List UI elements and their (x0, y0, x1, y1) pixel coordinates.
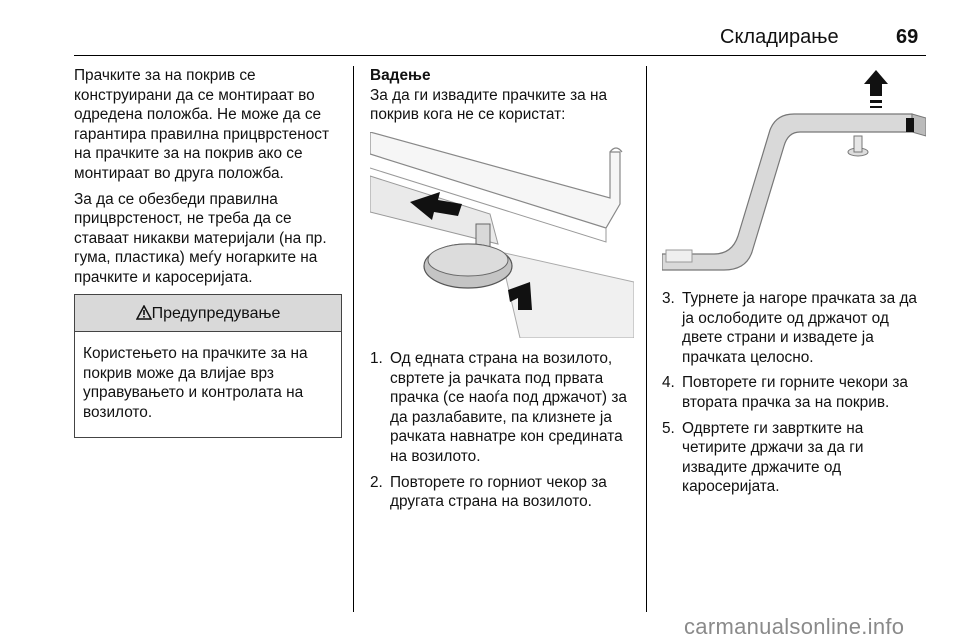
warning-text: Користењето на прачките за на покрив може да влијае врз управувањето и контролата на возилото. (83, 345, 308, 421)
watermark: carmanualsonline.info (684, 614, 905, 639)
step-5 (662, 419, 928, 497)
step-text: Од едната страна на возилото, свртете ја рачката под првата прачка (се наоѓа под држачот) за да разлабавите, па клизнете ја рачката навнатре кон средината на возилото. (390, 350, 627, 465)
steps-list-1 (370, 349, 636, 512)
step-text: Турнете ја нагоре прачката за да ја ослободите од држачот од двете страни и извадете ја прачката целосно. (682, 290, 917, 366)
step-3 (662, 289, 928, 367)
section-intro: За да ги извадите прачките за на покрив кога не се користат: (370, 86, 608, 124)
step-text: Повторете ги горните чекори за втората прачка за на покрив. (682, 374, 908, 411)
column-2 (370, 66, 636, 131)
step-1 (370, 349, 636, 467)
step-number: 1. (370, 350, 383, 367)
figure-bar-drawing (662, 66, 926, 272)
figure-lever-drawing (370, 132, 634, 338)
warning-box (74, 294, 342, 438)
figure-lever-release (370, 132, 634, 338)
warning-title: Предупредување (151, 304, 281, 322)
column-1 (74, 66, 342, 438)
figure-bar-removal (662, 66, 926, 272)
column-divider-1 (353, 66, 354, 612)
warning-triangle-icon (136, 305, 152, 320)
column-divider-2 (646, 66, 647, 612)
step-number: 3. (662, 290, 675, 307)
step-text: Одвртете ги завртките на четирите држачи за да ги извадите држачите од каросеријата. (682, 419, 864, 496)
paragraph-mounting: Прачките за на покрив се конструирани да се монтираат во одредена положба. Не може да се гарантира правилна прицврстеност на прачките за на покрив ако се монтираат во друга положба. (74, 67, 330, 182)
column-2-steps (370, 349, 636, 518)
column-3 (662, 289, 928, 503)
paragraph-fastening: За да се обезбеди правилна прицврстеност, не треба да се ставаат никакви материјали (на пр. гума, пластика) меѓу ногарките на прачките и каросеријата. (74, 190, 327, 286)
header-rule (74, 55, 926, 56)
step-4 (662, 373, 928, 412)
step-text: Повторете го горниот чекор за другата страна на возилото. (390, 473, 607, 511)
page-number: 69 (896, 26, 919, 48)
step-number: 2. (370, 473, 383, 491)
step-number: 5. (662, 419, 675, 437)
step-number: 4. (662, 374, 675, 392)
step-2 (370, 473, 636, 512)
steps-list-2 (662, 289, 928, 497)
header-title: Складирање (720, 26, 839, 48)
section-heading: Вадење (370, 67, 431, 84)
warning-header (75, 295, 341, 333)
